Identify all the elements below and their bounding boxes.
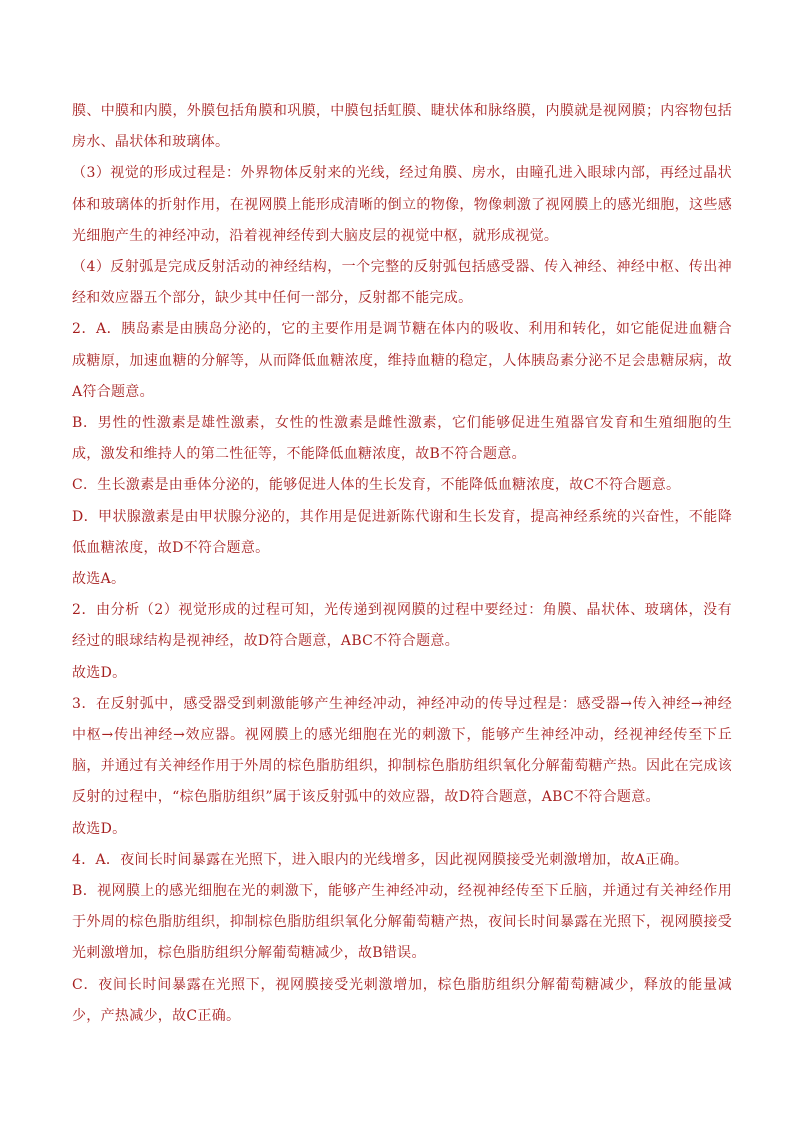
- answer-document: [72, 96, 732, 1032]
- paragraph-q4-option-a: 4．A．夜间长时间暴露在光照下，进入眼内的光线增多，因此视网膜接受光刺激增加，故A正确。: [72, 851, 689, 868]
- paragraph-q2-option-c: C．生长激素是由垂体分泌的，能够促进人体的生长发育，不能降低血糖浓度，故C不符合题意。: [72, 477, 681, 494]
- paragraph-vision-formation: （3）视觉的形成过程是：外界物体反射来的光线，经过角膜、房水，由瞳孔进入眼球内部，再经过晶状体和玻璃体的折射作用，在视网膜上能形成清晰的倒立的物像，物像刺激了视网膜上的感光细胞，这些感光细胞产生的神经冲动，沿着视神经传到大脑皮层的视觉中枢，就形成视觉。: [72, 165, 732, 244]
- paragraph-q2b-answer: 故选D。: [72, 664, 127, 681]
- paragraph-eye-structure: 膜、中膜和内膜，外膜包括角膜和巩膜，中膜包括虹膜、睫状体和脉络膜，内膜就是视网膜；内容物包括房水、晶状体和玻璃体。: [72, 103, 732, 151]
- paragraph-q2-option-a: 2．A．胰岛素是由胰岛分泌的，它的主要作用是调节糖在体内的吸收、利用和转化，如它能促进血糖合成糖原，加速血糖的分解等，从而降低血糖浓度，维持血糖的稳定，人体胰岛素分泌不足会患糖尿病，故A符合题意。: [72, 321, 732, 400]
- paragraph-q3-analysis: 3．在反射弧中，感受器受到刺激能够产生神经冲动，神经冲动的传导过程是：感受器→传入神经→神经中枢→传出神经→效应器。视网膜上的感光细胞在光的刺激下，能够产生神经冲动，经视神经传至下丘脑，并通过有关神经作用于外周的棕色脂肪组织，抑制棕色脂肪组织氧化分解葡萄糖产热。因此在完成该反射的过程中，“棕色脂肪组织”属于该反射弧中的效应器，故D符合题意，ABC不符合题意。: [72, 695, 732, 806]
- paragraph-q4-option-b: B．视网膜上的感光细胞在光的刺激下，能够产生神经冲动，经视神经传至下丘脑，并通过有关神经作用于外周的棕色脂肪组织，抑制棕色脂肪组织氧化分解葡萄糖产热，夜间长时间暴露在光照下，视网膜接受光刺激增加，棕色脂肪组织分解葡萄糖减少，故B错误。: [72, 883, 732, 962]
- paragraph-q2-option-d: D．甲状腺激素是由甲状腺分泌的，其作用是促进新陈代谢和生长发育，提高神经系统的兴奋性，不能降低血糖浓度，故D不符合题意。: [72, 508, 732, 556]
- paragraph-reflex-arc: （4）反射弧是完成反射活动的神经结构，一个完整的反射弧包括感受器、传入神经、神经中枢、传出神经和效应器五个部分，缺少其中任何一部分，反射都不能完成。: [72, 259, 732, 307]
- paragraph-q2-answer: 故选A。: [72, 571, 126, 588]
- paragraph-q3-answer: 故选D。: [72, 820, 127, 837]
- paragraph-q2-option-b: B．男性的性激素是雄性激素，女性的性激素是雌性激素，它们能够促进生殖器官发育和生殖细胞的生成，激发和维持人的第二性征等，不能降低血糖浓度，故B不符合题意。: [72, 415, 732, 463]
- paragraph-q2b-analysis: 2．由分析（2）视觉形成的过程可知，光传递到视网膜的过程中要经过：角膜、晶状体、玻璃体，没有经过的眼球结构是视神经，故D符合题意，ABC不符合题意。: [72, 602, 732, 650]
- paragraph-q4-option-c: C．夜间长时间暴露在光照下，视网膜接受光刺激增加，棕色脂肪组织分解葡萄糖减少，释放的能量减少，产热减少，故C正确。: [72, 976, 732, 1024]
